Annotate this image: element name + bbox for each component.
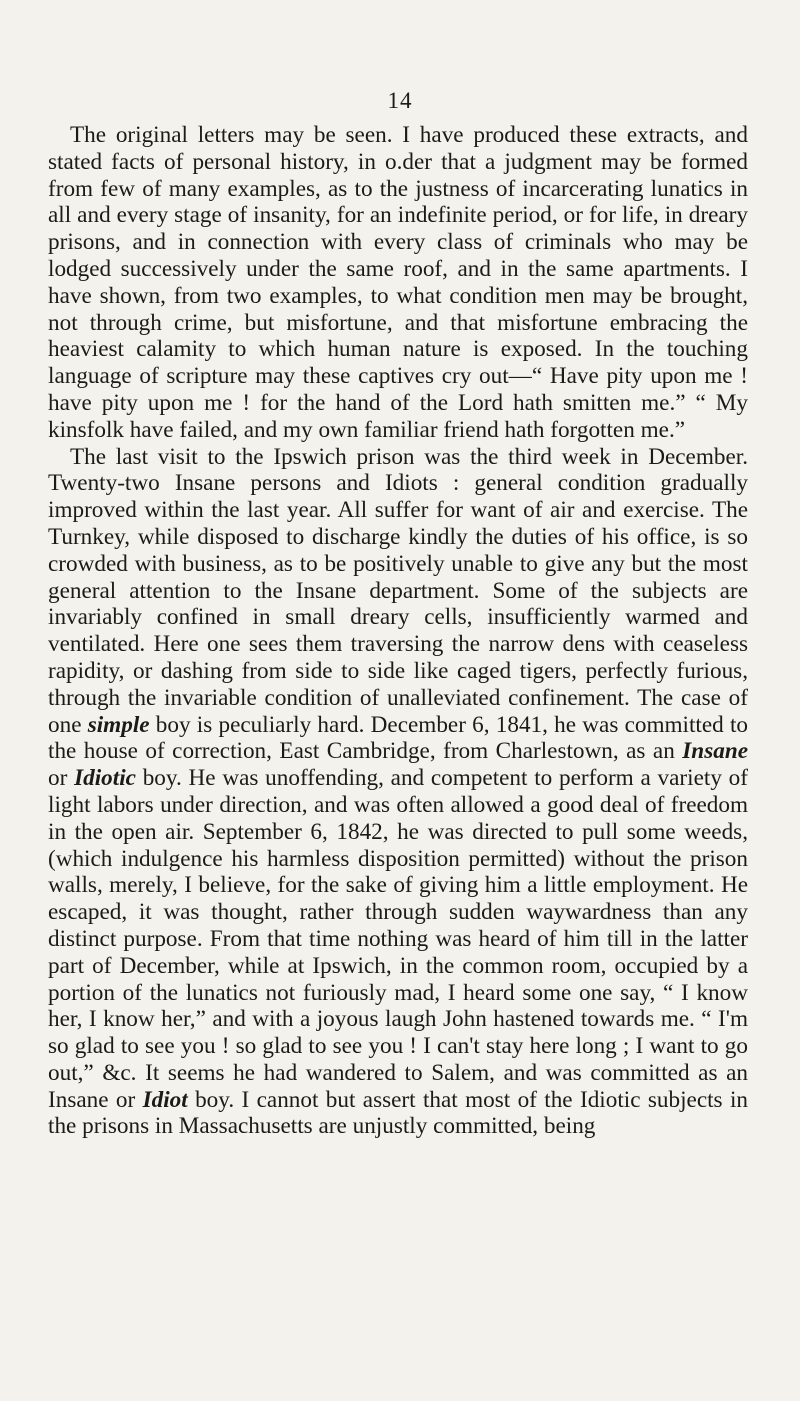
paragraph-letters [48,122,748,444]
page-number: 14 [387,88,413,113]
paragraph-text-e: boy. I cannot but assert that most of the Idiotic subjects in the prisons in Massachusetts are unjustly committed, being [48,1086,748,1140]
paragraph-text-c: or [48,765,68,792]
paragraph-text-a: The last visit to the Ipswich prison was the third week in December. Twenty-two Insane persons and Idiots : general condition gradually improved within the last year. All suffer for want of air and exercise. The Turnkey, while disposed to discharge kindly the duties of his office, is so crowded with business, as to be positively unable to give any but the most general attention to the Insane department. Some of the subjects are invariably confined in small dreary cells, insufficiently warmed and ventilated. Here one sees them traversing the narrow dens with ceaseless rapidity, or dashing from side to side like caged tigers, perfectly furious, through the invariable condition of unalleviated confinement. The case of one [48,443,748,738]
emphasis-simple: simple [87,711,150,738]
emphasis-insane: Insane [682,738,749,765]
paragraph-text-b: boy is peculiarly hard. December 6, 1841, he was committed to the house of correction, East Cambridge, from Charlestown, as an [48,711,749,765]
paragraph-letters-text: The original letters may be seen. I have produced these extracts, and stated facts of personal history, in o.der that a judgment may be formed from few of many examples, as to the justness of incarcerating lunatics in all and every stage of insanity, for an indefinite period, or for life, in dreary prisons, and in connection with every class of criminals who may be lodged successively under the same roof, and in the same apartments. I have shown, from two examples, to what condition men may be brought, not through crime, but misfortune, and that misfortune embracing the heaviest calamity to which human nature is exposed. In the touching language of scripture may these captives cry out—“ Have pity upon me ! have pity upon me ! for the hand of the Lord hath smitten me.” “ My kinsfolk have failed, and my own familiar friend hath forgotten me.” [48,122,748,443]
paragraph-ipswich-visit [48,444,748,1141]
emphasis-idiot: Idiot [142,1086,188,1113]
emphasis-idiotic: Idiotic [74,765,136,792]
paragraph-text-d: boy. He was unoffending, and competent to perform a variety of light labors under direction, and was often allowed a good deal of freedom in the open air. September 6, 1842, he was directed to pull some weeds, (which indulgence his harmless disposition permitted) without the prison walls, merely, I believe, for the sake of giving him a little employment. He escaped, it was thought, rather through sudden waywardness than any distinct purpose. From that time nothing was heard of him till in the latter part of December, while at Ipswich, in the common room, occupied by a portion of the lunatics not furiously mad, I heard some one say, “ I know her, I know her,” and with a joyous laugh John hastened towards me. “ I'm so glad to see you ! so glad to see you ! I can't stay here long ; I want to go out,” &c. It seems he had wandered to Salem, and was committed as an Insane or [48,765,748,1113]
body-text [48,122,748,1140]
